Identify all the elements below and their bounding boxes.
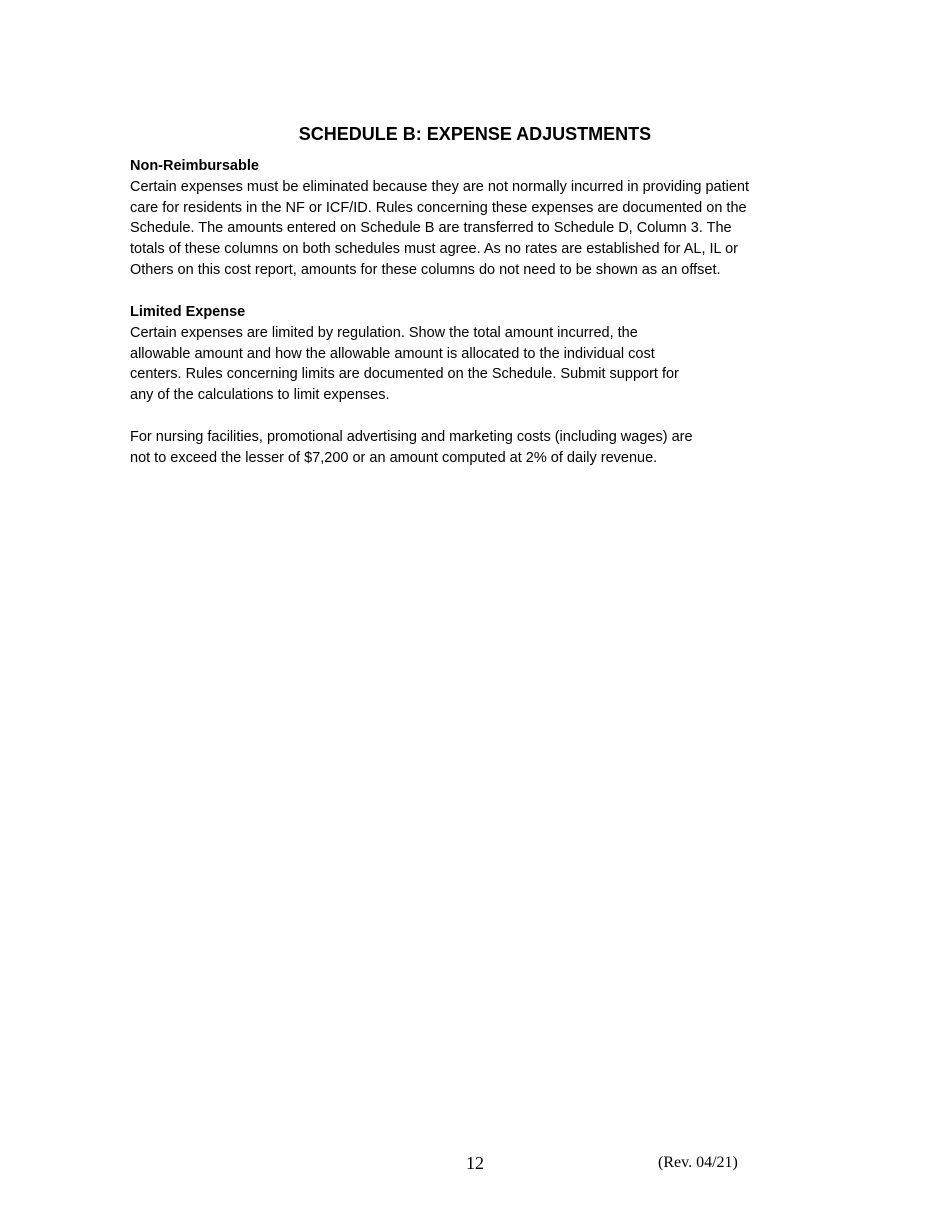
- paragraph-line: Others on this cost report, amounts for these columns do not need to be shown as an offset.: [130, 261, 721, 278]
- paragraph-line: Schedule. The amounts entered on Schedule B are transferred to Schedule D, Column 3. The: [130, 220, 732, 237]
- paragraph-line: allowable amount and how the allowable amount is allocated to the individual cost: [130, 345, 655, 362]
- paragraph-line: Certain expenses are limited by regulation. Show the total amount incurred, the: [130, 324, 638, 341]
- paragraph-line: Certain expenses must be eliminated because they are not normally incurred in providing patient: [130, 178, 750, 195]
- page-title: SCHEDULE B: EXPENSE ADJUSTMENTS: [298, 124, 652, 145]
- revision-label: (Rev. 04/21): [658, 1154, 738, 1171]
- paragraph-line: not to exceed the lesser of $7,200 or an amount computed at 2% of daily revenue.: [130, 449, 658, 466]
- section-non-reimbursable: [130, 156, 820, 281]
- paragraph-line: For nursing facilities, promotional advertising and marketing costs (including wages) are: [130, 429, 693, 445]
- paragraph-line: centers. Rules concerning limits are documented on the Schedule. Submit support for: [130, 366, 679, 383]
- paragraph-line: totals of these columns on both schedules must agree. As no rates are established for AL, IL or: [130, 241, 739, 258]
- paragraph-line: care for residents in the NF or ICF/ID. Rules concerning these expenses are documented on the: [130, 199, 747, 216]
- page-number: 12: [466, 1153, 484, 1173]
- section-nursing-facilities: [130, 427, 820, 469]
- section-heading: Limited Expense: [130, 304, 246, 320]
- section-limited-expense: [130, 302, 820, 406]
- section-heading: Non-Reimbursable: [130, 158, 259, 174]
- paragraph-line: any of the calculations to limit expenses.: [130, 387, 390, 404]
